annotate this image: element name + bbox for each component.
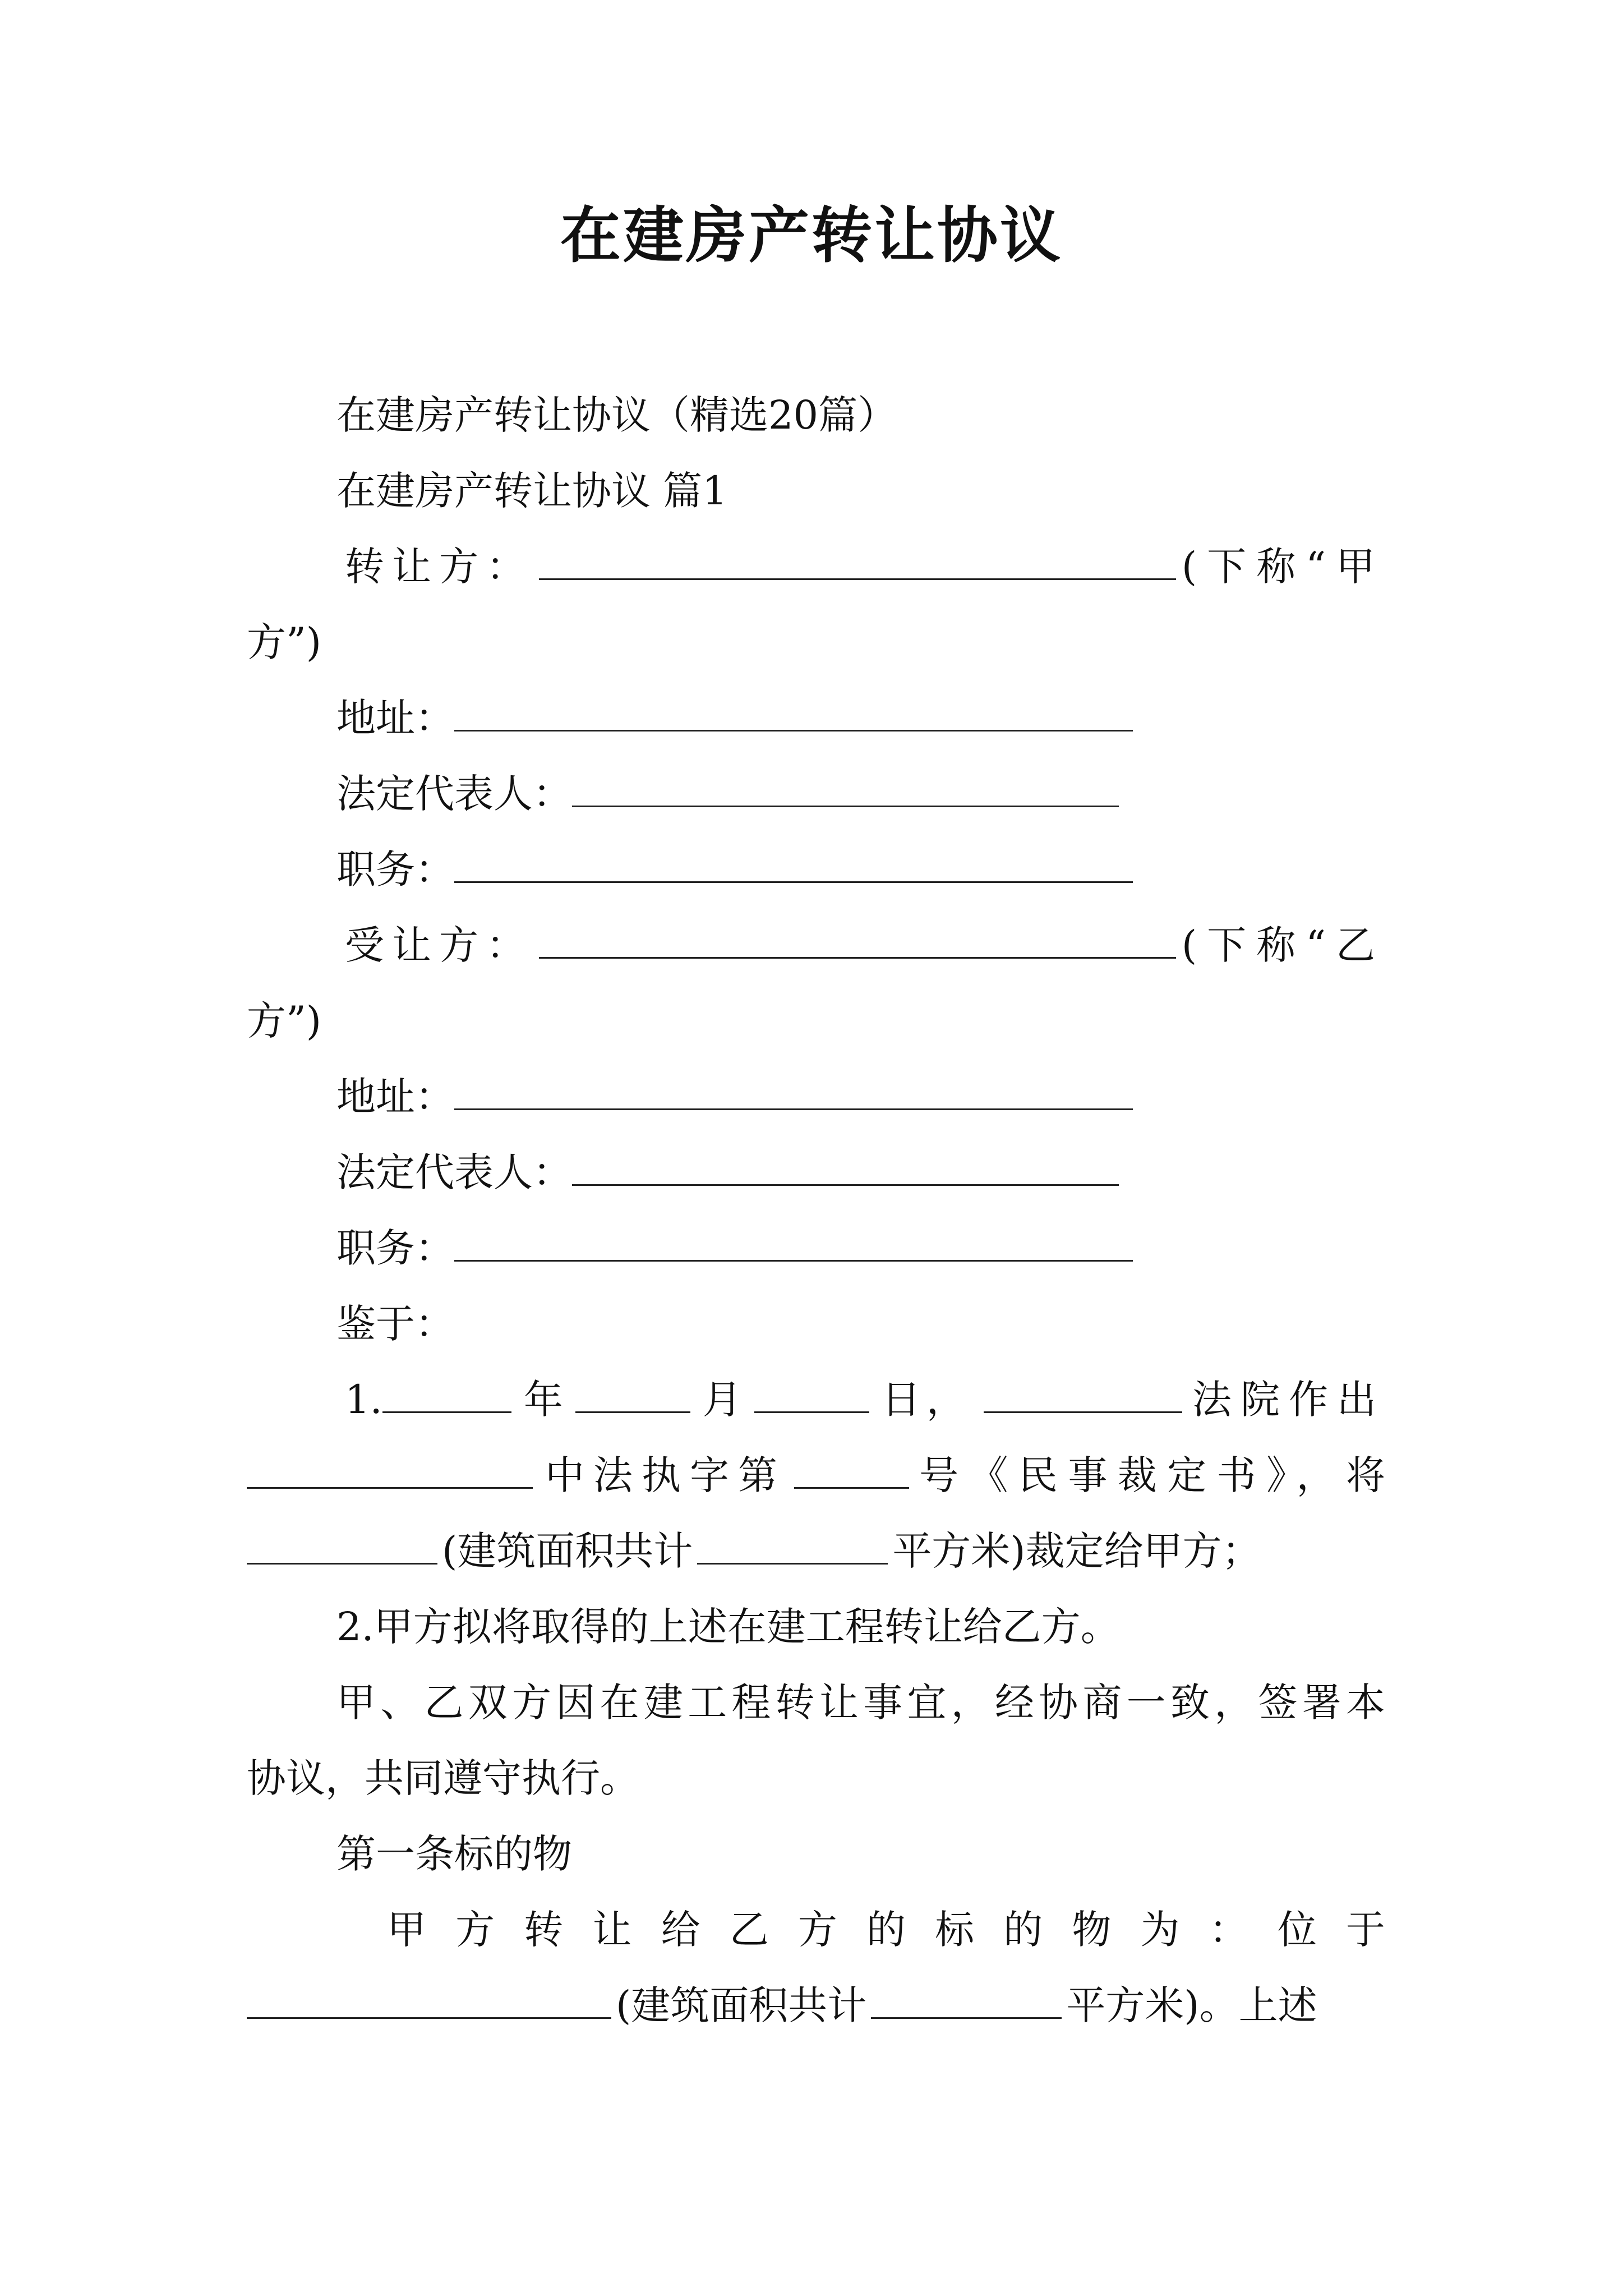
legal-rep-blank bbox=[572, 1145, 1119, 1186]
item1-prefix: 1. bbox=[345, 1377, 382, 1423]
year-blank bbox=[382, 1372, 511, 1413]
article1-title: 第一条标的物 bbox=[336, 1831, 572, 1877]
legal-rep-label: 法定代表人： bbox=[336, 771, 572, 817]
transferor-position-row bbox=[247, 841, 1385, 898]
transferor-row bbox=[247, 539, 1385, 595]
transferor-suffix-continued: 方”) bbox=[247, 619, 322, 665]
legal-rep-label: 法定代表人： bbox=[336, 1149, 572, 1195]
address-label: 地址： bbox=[336, 695, 454, 741]
transferee-row bbox=[247, 917, 1385, 973]
item1-month: 月 bbox=[702, 1377, 742, 1423]
article1-area-blank bbox=[871, 1978, 1062, 2019]
position-blank bbox=[454, 1221, 1133, 1262]
document-title: 在建房产转让协议 bbox=[560, 200, 1063, 271]
court-blank bbox=[984, 1372, 1182, 1413]
legal-rep-blank bbox=[572, 766, 1119, 807]
transferor-suffix: (下称“甲 bbox=[1181, 544, 1385, 590]
transferor-address-row bbox=[247, 690, 1385, 746]
article1-line1: 甲方转让给乙方的标的物为：位于 bbox=[387, 1907, 1385, 1953]
position-label: 职务： bbox=[336, 1225, 454, 1271]
agree-line2: 协议，共同遵守执行。 bbox=[247, 1755, 639, 1801]
item1-line2-mid: 中法执字第 bbox=[545, 1452, 786, 1498]
document-subtitle: 在建房产转让协议（精选20篇） bbox=[336, 392, 897, 438]
case-number-blank bbox=[794, 1448, 909, 1489]
address-blank bbox=[454, 1069, 1133, 1110]
article1-line2-a: (建筑面积共计 bbox=[616, 1982, 867, 2028]
transferee-blank bbox=[539, 918, 1176, 959]
transferee-address-row bbox=[247, 1069, 1385, 1125]
item1-court: 法院作出 bbox=[1192, 1377, 1385, 1423]
transferee-position-row bbox=[247, 1220, 1385, 1276]
transferee-label: 受让方： bbox=[345, 922, 533, 968]
item1-line1 bbox=[247, 1372, 1385, 1428]
item1-line3-a: (建筑面积共计 bbox=[442, 1528, 693, 1574]
location-blank bbox=[247, 1978, 611, 2019]
transferee-suffix-continued: 方”) bbox=[247, 998, 322, 1044]
item1-line2 bbox=[247, 1447, 1385, 1503]
position-label: 职务： bbox=[336, 846, 454, 892]
section-heading: 在建房产转让协议 篇1 bbox=[336, 468, 727, 514]
item1-line3-b: 平方米)裁定给甲方； bbox=[892, 1528, 1261, 1574]
item2: 2.甲方拟将取得的上述在建工程转让给乙方。 bbox=[336, 1604, 1120, 1650]
article1-line2 bbox=[247, 1977, 1385, 2033]
agree-line1: 甲、乙双方因在建工程转让事宜，经协商一致，签署本 bbox=[336, 1680, 1385, 1726]
article1-line2-b: 平方米)。上述 bbox=[1066, 1982, 1317, 2028]
transferee-legal-rep-row bbox=[247, 1144, 1385, 1200]
position-blank bbox=[454, 842, 1133, 883]
day-blank bbox=[754, 1372, 869, 1413]
address-label: 地址： bbox=[336, 1074, 454, 1120]
transferee-suffix: (下称“乙 bbox=[1181, 922, 1385, 968]
address-blank bbox=[454, 691, 1133, 731]
item1-year: 年 bbox=[523, 1377, 563, 1423]
case-prefix-blank bbox=[247, 1448, 533, 1489]
transferor-blank bbox=[539, 539, 1176, 580]
agree-line1-wrap bbox=[247, 1674, 1385, 1731]
month-blank bbox=[575, 1372, 690, 1413]
whereas-label: 鉴于： bbox=[336, 1301, 454, 1347]
item1-line3 bbox=[247, 1523, 1385, 1579]
item1-day: 日， bbox=[881, 1377, 971, 1423]
transferor-label: 转让方： bbox=[345, 544, 533, 590]
item1-line2-end: 号《民事裁定书》，将 bbox=[919, 1452, 1385, 1498]
property-blank bbox=[247, 1524, 437, 1565]
area-blank bbox=[697, 1524, 888, 1565]
transferor-legal-rep-row bbox=[247, 766, 1385, 822]
